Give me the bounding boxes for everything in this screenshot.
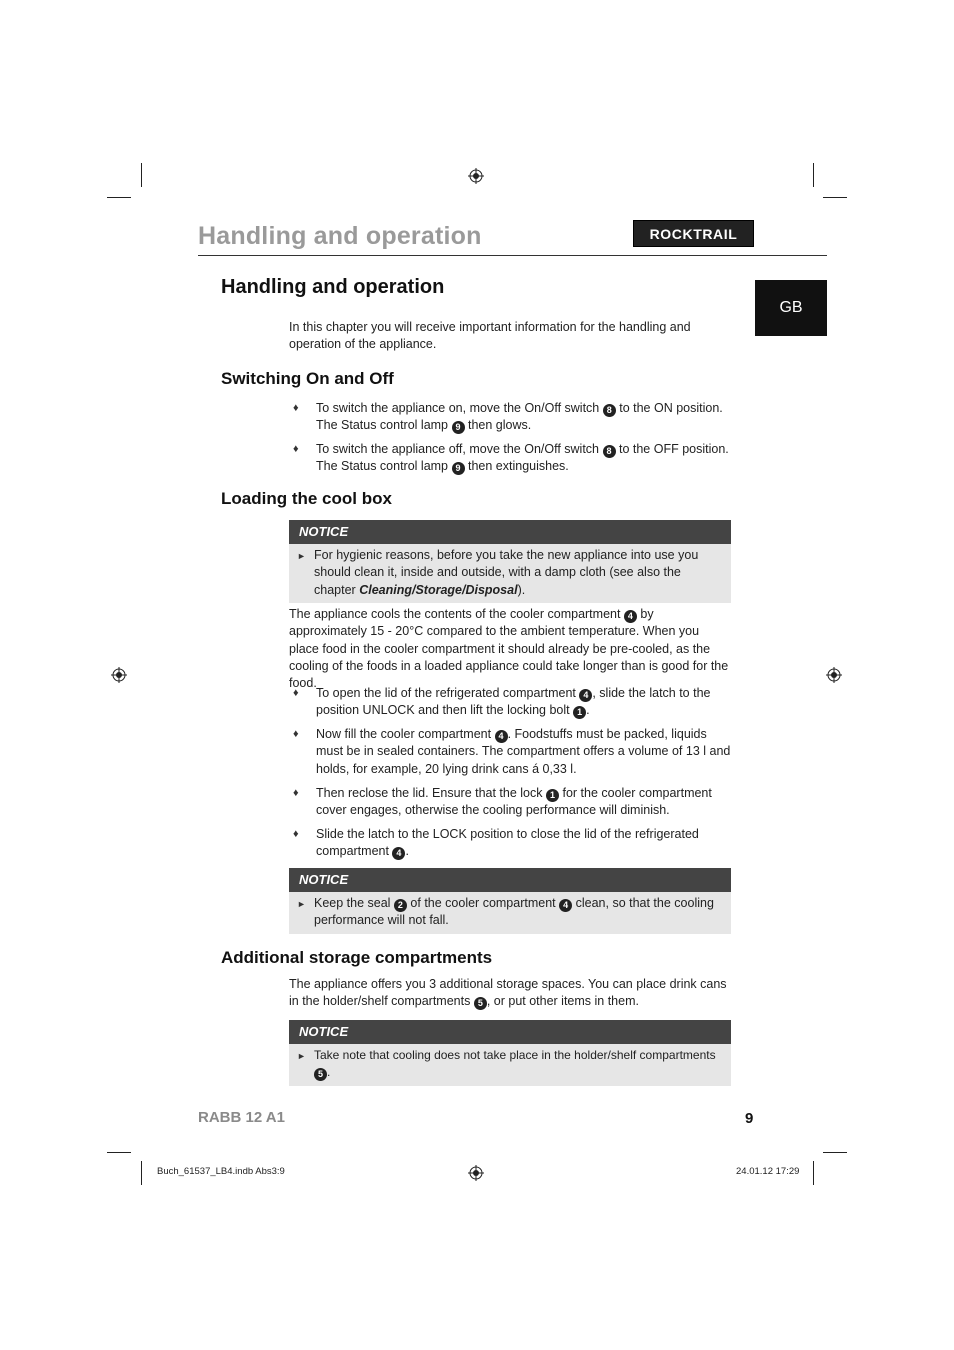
notice-body: ► Take note that cooling does not take place in the holder/shelf compartments 5 .	[289, 1044, 731, 1086]
callout-number: 2	[394, 899, 407, 912]
notice-body: ► For hygienic reasons, before you take the new appliance into use you should clean it, inside and outside, with a damp cloth (see also the chapter Cleaning/Storage/Disposal).	[289, 544, 731, 603]
callout-number: 5	[474, 997, 487, 1010]
callout-number: 8	[603, 404, 616, 417]
registration-mark-icon	[826, 667, 842, 683]
list-item: ♦ To switch the appliance off, move the On/Off switch 8 to the OFF position. The Status control lamp 9 then extinguishes.	[293, 442, 729, 474]
crop-mark	[141, 163, 142, 187]
intro-paragraph: In this chapter you will receive important information for the handling and operation of the appliance.	[289, 320, 691, 352]
callout-number: 9	[452, 421, 465, 434]
pointer-arrow-icon: ►	[297, 551, 306, 561]
callout-number: 1	[546, 789, 559, 802]
list-item: ♦ To switch the appliance on, move the On/Off switch 8 to the ON position. The Status control lamp 9 then glows.	[293, 401, 723, 433]
crop-mark	[813, 1161, 814, 1185]
pointer-arrow-icon: ►	[297, 1051, 306, 1061]
bullet-diamond-icon: ♦	[293, 728, 299, 740]
running-header-title: Handling and operation	[198, 222, 482, 250]
crop-mark	[823, 1152, 847, 1153]
crop-mark	[813, 163, 814, 187]
bullet-diamond-icon: ♦	[293, 828, 299, 840]
page-number: 9	[745, 1110, 754, 1127]
bullet-diamond-icon: ♦	[293, 687, 299, 699]
chapter-heading: Handling and operation	[221, 276, 445, 298]
registration-mark-icon	[468, 1165, 484, 1181]
model-number: RABB 12 A1	[198, 1109, 285, 1126]
storage-paragraph: The appliance offers you 3 additional storage spaces. You can place drink cans in the holder/shelf compartments 5 , or put other items in them.	[289, 977, 727, 1009]
language-tab: GB	[755, 280, 827, 336]
bullet-diamond-icon: ♦	[293, 402, 299, 414]
callout-number: 1	[573, 706, 586, 719]
list-item: ♦ To open the lid of the refrigerated compartment 4 , slide the latch to the position UNLOCK and then lift the locking bolt 1 .	[293, 686, 711, 718]
callout-number: 4	[624, 610, 637, 623]
callout-number: 4	[495, 730, 508, 743]
list-item: ♦ Now fill the cooler compartment 4 . Foodstuffs must be packed, liquids must be in sealed containers. The compartment offers a volume of 13 l and holds, for example, 20 lying drink cans á 0,33 l.	[293, 727, 731, 776]
registration-mark-icon	[468, 168, 484, 184]
callout-number: 9	[452, 462, 465, 475]
notice-header: NOTICE	[289, 520, 731, 544]
callout-number: 4	[392, 847, 405, 860]
bullet-diamond-icon: ♦	[293, 443, 299, 455]
header-divider	[198, 255, 827, 256]
notice-body: ► Keep the seal 2 of the cooler compartment 4 clean, so that the cooling performance will not fall.	[289, 892, 731, 934]
list-item: ♦ Slide the latch to the LOCK position to close the lid of the refrigerated compartment 4 .	[293, 827, 699, 859]
callout-number: 4	[579, 689, 592, 702]
pointer-arrow-icon: ►	[297, 899, 306, 909]
crop-mark	[141, 1161, 142, 1185]
notice-header: NOTICE	[289, 1020, 731, 1044]
callout-number: 5	[314, 1068, 327, 1081]
crop-mark	[107, 1152, 131, 1153]
callout-number: 4	[559, 899, 572, 912]
print-slug-file: Buch_61537_LB4.indb Abs3:9	[157, 1166, 285, 1177]
crop-mark	[823, 197, 847, 198]
section-heading-switching: Switching On and Off	[221, 369, 394, 388]
notice-header: NOTICE	[289, 868, 731, 892]
registration-mark-icon	[111, 667, 127, 683]
print-slug-date: 24.01.12 17:29	[736, 1166, 800, 1177]
brand-logo: ROCKTRAIL	[633, 220, 754, 247]
cooling-paragraph: The appliance cools the contents of the cooler compartment 4 by approximately 15 - 20°C compared to the ambient temperature. When you place food in the cooler compartment it should already be pre-cooled, as the cooling of the foods in a loaded appliance could take longer than is good for the food.	[289, 607, 729, 691]
callout-number: 8	[603, 445, 616, 458]
bullet-diamond-icon: ♦	[293, 787, 299, 799]
section-heading-additional: Additional storage compartments	[221, 948, 493, 967]
list-item: ♦ Then reclose the lid. Ensure that the lock 1 for the cooler compartment cover engages, otherwise the cooling performance will diminish.	[293, 786, 712, 818]
section-heading-loading: Loading the cool box	[221, 489, 392, 508]
crop-mark	[107, 197, 131, 198]
